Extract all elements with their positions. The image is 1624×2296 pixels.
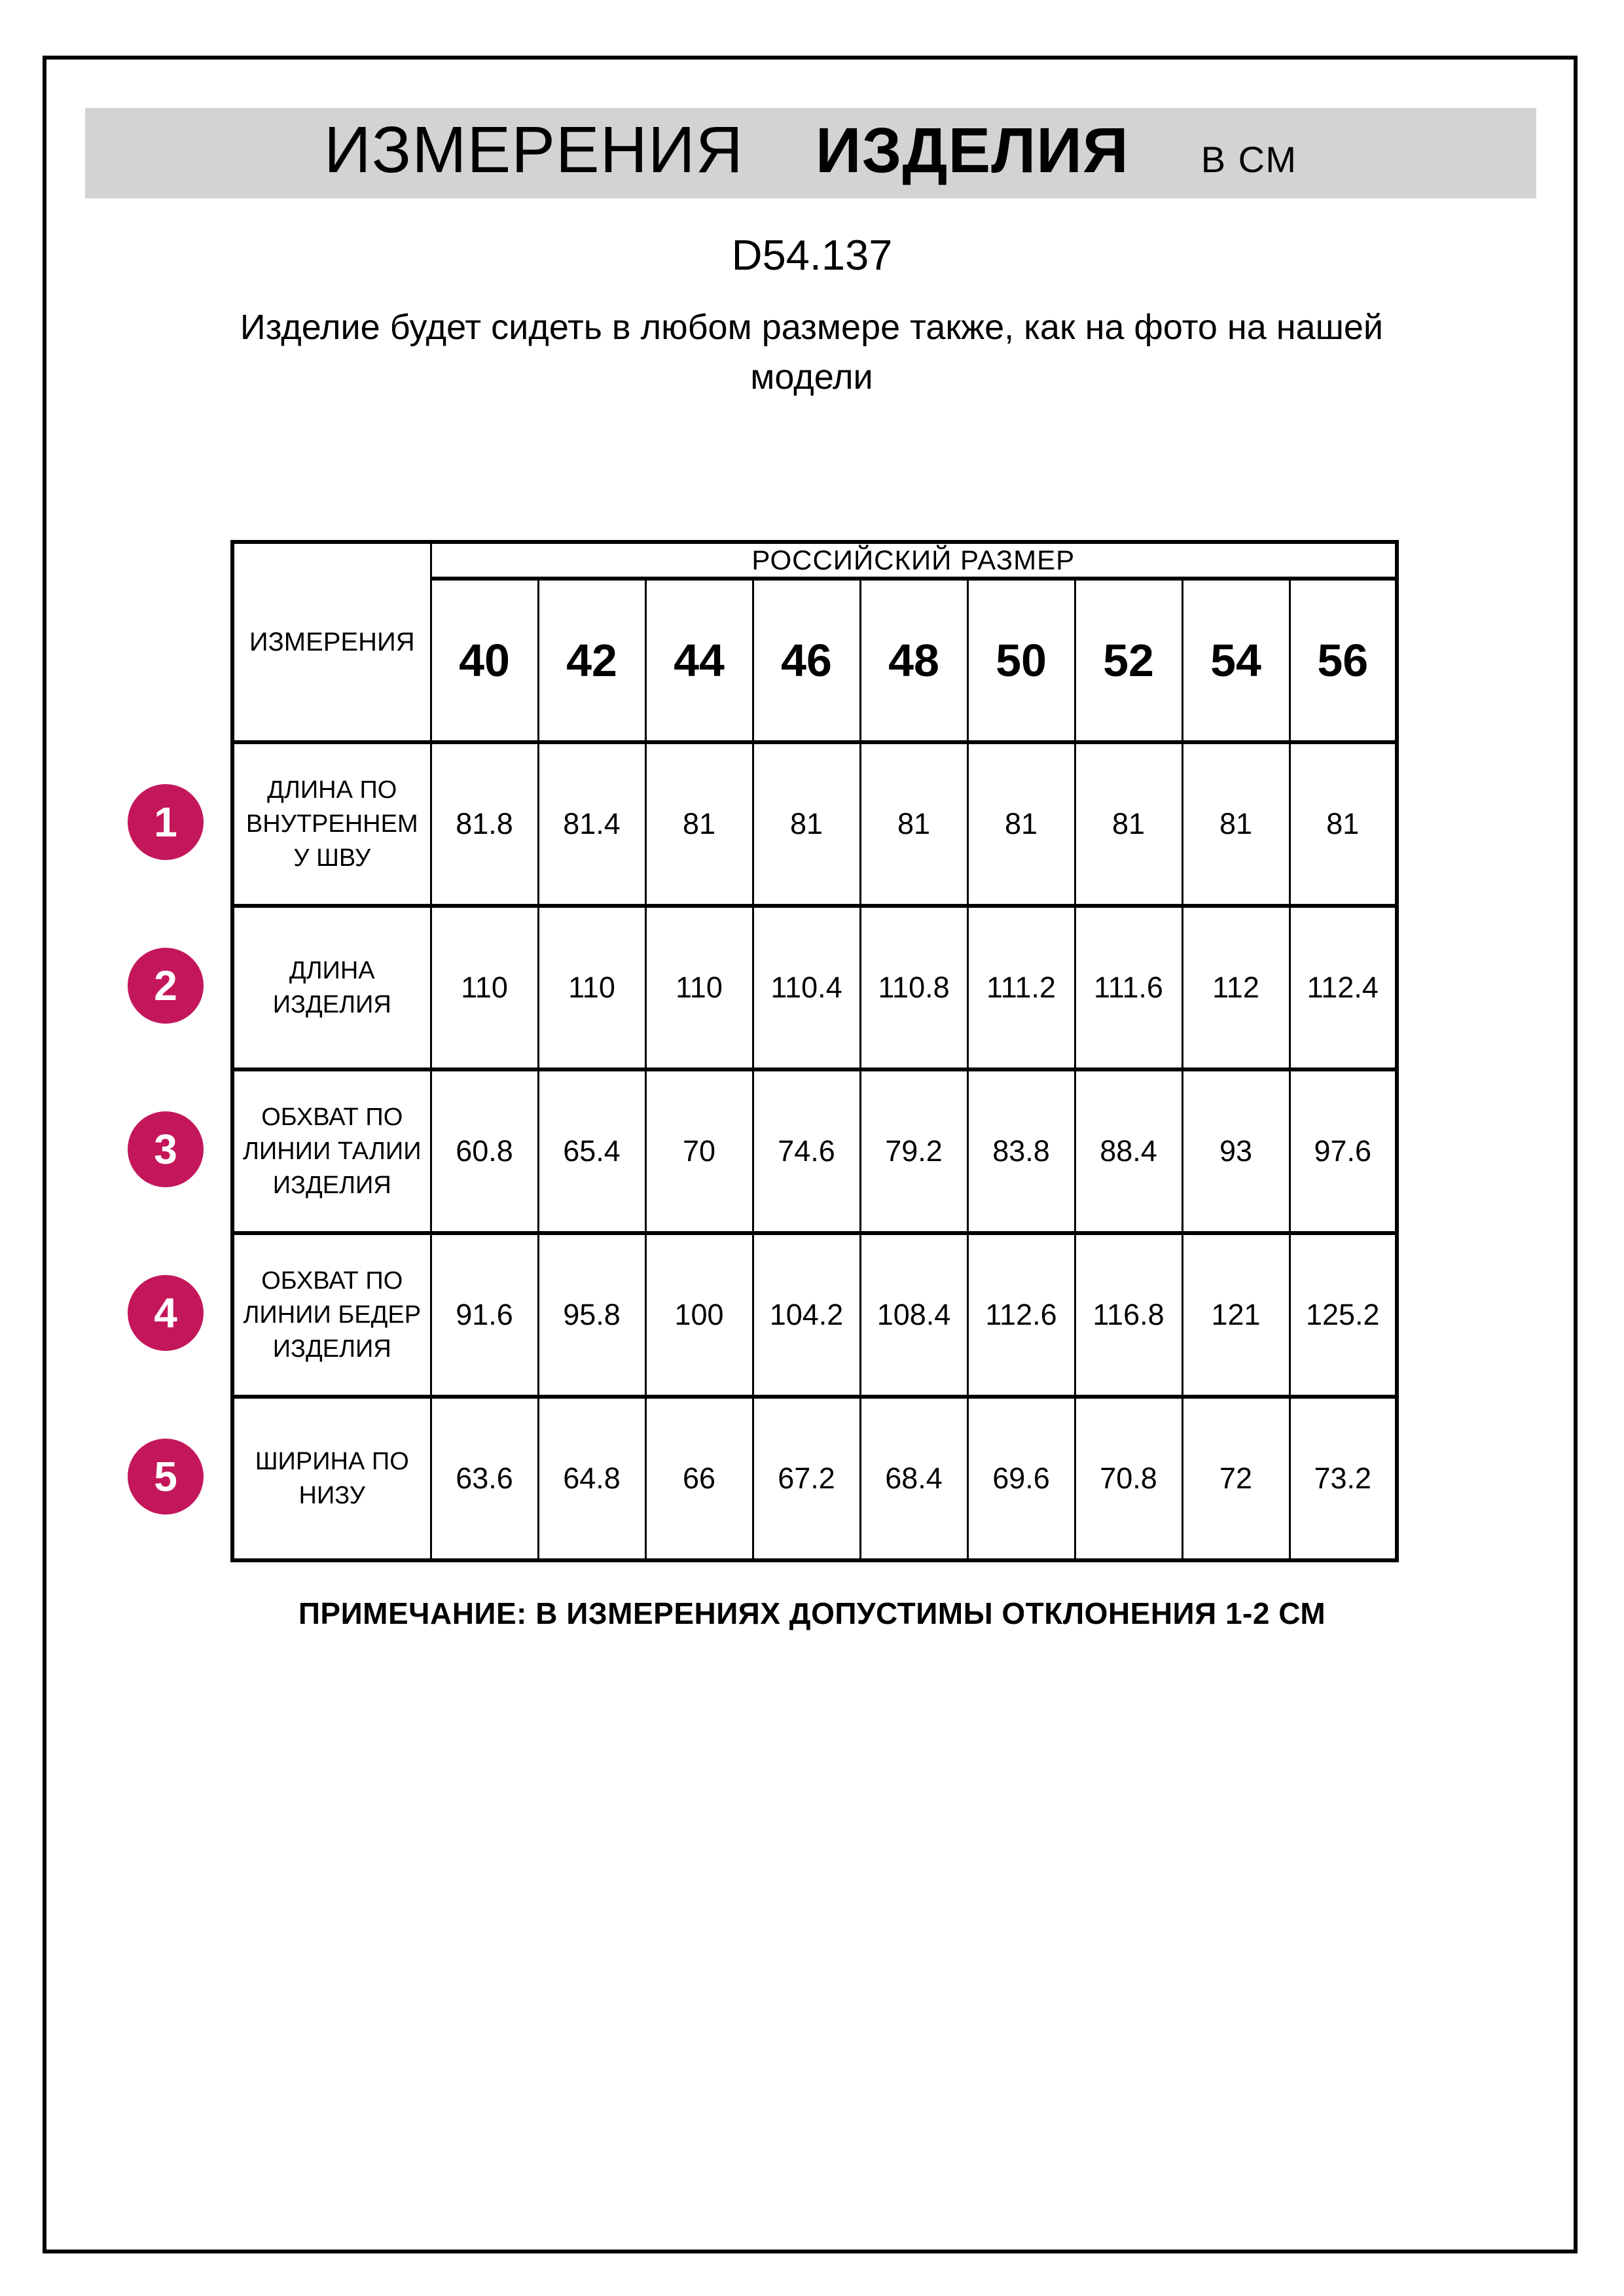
row-number-badge: 3 xyxy=(128,1111,204,1187)
table-row xyxy=(232,1069,1397,1233)
value-cell: 74.6 xyxy=(753,1069,860,1233)
size-header-cell: 52 xyxy=(1075,579,1182,742)
value-cell: 73.2 xyxy=(1290,1397,1397,1560)
value-cell: 112 xyxy=(1182,906,1290,1069)
value-cell: 121 xyxy=(1182,1233,1290,1397)
value-cell: 69.6 xyxy=(967,1397,1075,1560)
value-cell: 110 xyxy=(538,906,645,1069)
size-table xyxy=(230,540,1399,1562)
value-cell: 79.2 xyxy=(860,1069,967,1233)
value-cell: 110.8 xyxy=(860,906,967,1069)
size-header-cell: 48 xyxy=(860,579,967,742)
value-cell: 91.6 xyxy=(431,1233,538,1397)
value-cell: 100 xyxy=(645,1233,753,1397)
row-label: ДЛИНА ИЗДЕЛИЯ xyxy=(232,906,431,1069)
value-cell: 108.4 xyxy=(860,1233,967,1397)
corner-header-cell: ИЗМЕРЕНИЯ xyxy=(232,542,431,742)
value-cell: 81 xyxy=(860,742,967,906)
value-cell: 88.4 xyxy=(1075,1069,1182,1233)
row-number-badge: 5 xyxy=(128,1439,204,1515)
row-number-badge: 1 xyxy=(128,784,204,860)
row-label: ОБХВАТ ПО ЛИНИИ БЕДЕР ИЗДЕЛИЯ xyxy=(232,1233,431,1397)
table-row xyxy=(232,1397,1397,1560)
value-cell: 116.8 xyxy=(1075,1233,1182,1397)
value-cell: 111.6 xyxy=(1075,906,1182,1069)
table-row xyxy=(232,1233,1397,1397)
size-header-cell: 56 xyxy=(1290,579,1397,742)
value-cell: 112.4 xyxy=(1290,906,1397,1069)
row-label: ОБХВАТ ПО ЛИНИИ ТАЛИИ ИЗДЕЛИЯ xyxy=(232,1069,431,1233)
value-cell: 110 xyxy=(645,906,753,1069)
value-cell: 83.8 xyxy=(967,1069,1075,1233)
model-code: D54.137 xyxy=(731,231,893,279)
value-cell: 110 xyxy=(431,906,538,1069)
value-cell: 81 xyxy=(1182,742,1290,906)
title-product: ИЗДЕЛИЯ xyxy=(815,115,1129,186)
value-cell: 63.6 xyxy=(431,1397,538,1560)
size-header-cell: 46 xyxy=(753,579,860,742)
value-cell: 81.4 xyxy=(538,742,645,906)
size-header-cell: 54 xyxy=(1182,579,1290,742)
value-cell: 72 xyxy=(1182,1397,1290,1560)
title-band xyxy=(85,108,1536,198)
size-header-cell: 42 xyxy=(538,579,645,742)
value-cell: 65.4 xyxy=(538,1069,645,1233)
value-cell: 110.4 xyxy=(753,906,860,1069)
row-label: ДЛИНА ПО ВНУТРЕННЕМ У ШВУ xyxy=(232,742,431,906)
size-header-cell: 40 xyxy=(431,579,538,742)
title-units: В СМ xyxy=(1200,139,1298,180)
size-table-area xyxy=(154,540,1399,1562)
value-cell: 93 xyxy=(1182,1069,1290,1233)
value-cell: 104.2 xyxy=(753,1233,860,1397)
value-cell: 97.6 xyxy=(1290,1069,1397,1233)
row-label: ШИРИНА ПО НИЗУ xyxy=(232,1397,431,1560)
row-number-badge: 2 xyxy=(128,948,204,1024)
group-header-row xyxy=(232,542,1397,579)
note: ПРИМЕЧАНИЕ: В ИЗМЕРЕНИЯХ ДОПУСТИМЫ ОТКЛОНЕНИЯ 1-2 СМ xyxy=(298,1596,1326,1630)
value-cell: 81.8 xyxy=(431,742,538,906)
value-cell: 81 xyxy=(967,742,1075,906)
value-cell: 64.8 xyxy=(538,1397,645,1560)
title-measurements: ИЗМЕРЕНИЯ xyxy=(323,113,744,187)
table-row xyxy=(232,906,1397,1069)
value-cell: 70.8 xyxy=(1075,1397,1182,1560)
subtitle: Изделие будет сидеть в любом размере также, как на фото на нашей модели xyxy=(240,308,1384,397)
size-header-cell: 44 xyxy=(645,579,753,742)
value-cell: 125.2 xyxy=(1290,1233,1397,1397)
value-cell: 111.2 xyxy=(967,906,1075,1069)
value-cell: 60.8 xyxy=(431,1069,538,1233)
table-row xyxy=(232,742,1397,906)
row-number-badge: 4 xyxy=(128,1275,204,1351)
value-cell: 81 xyxy=(1290,742,1397,906)
size-header-cell: 50 xyxy=(967,579,1075,742)
table-body xyxy=(232,742,1397,1560)
value-cell: 68.4 xyxy=(860,1397,967,1560)
group-header-cell: РОССИЙСКИЙ РАЗМЕР xyxy=(431,542,1397,579)
value-cell: 81 xyxy=(753,742,860,906)
value-cell: 66 xyxy=(645,1397,753,1560)
value-cell: 112.6 xyxy=(967,1233,1075,1397)
value-cell: 81 xyxy=(1075,742,1182,906)
value-cell: 67.2 xyxy=(753,1397,860,1560)
value-cell: 70 xyxy=(645,1069,753,1233)
value-cell: 95.8 xyxy=(538,1233,645,1397)
value-cell: 81 xyxy=(645,742,753,906)
